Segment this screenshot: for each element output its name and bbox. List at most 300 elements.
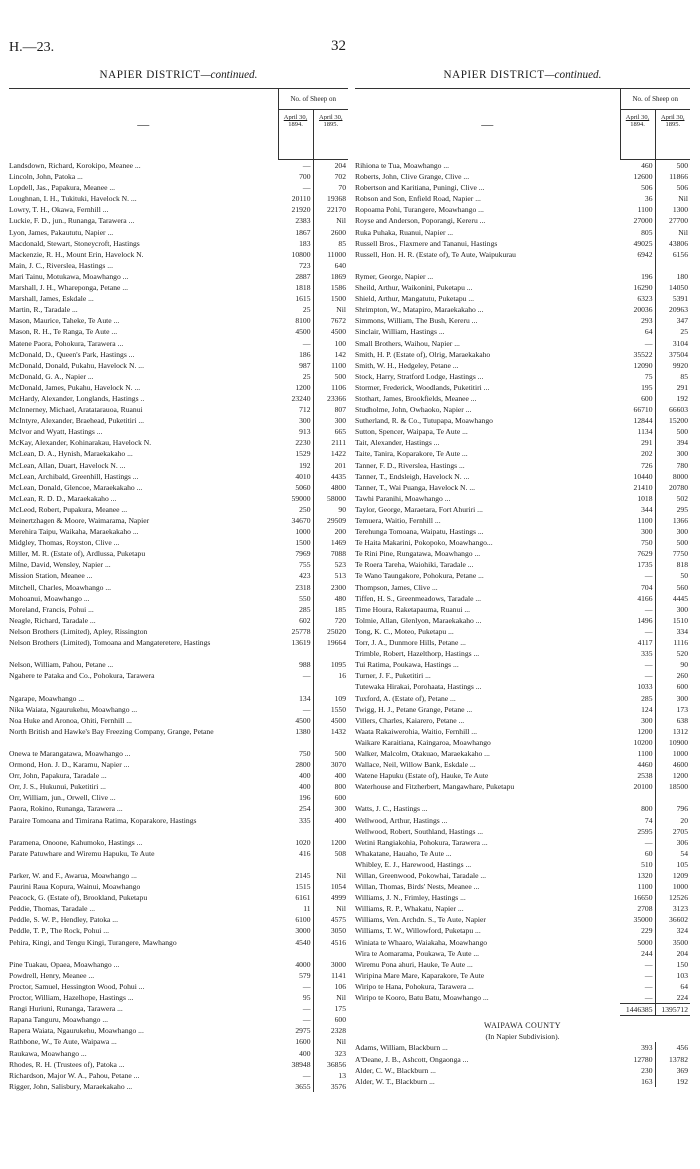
sheep-1894: 6100 [278,914,313,925]
sheep-1894: 2800 [278,759,313,770]
table-row [355,448,690,459]
sheep-1895: 11000 [327,249,346,259]
owner-name: Te Rini Pine, Rungatawa, Moawhango ... [355,549,481,559]
sheep-1894: 1200 [620,726,655,737]
section-title [9,68,348,88]
sheep-1894: 196 [278,792,313,803]
sheep-1895: 291 [676,382,688,392]
table-row [9,815,348,837]
sheep-1894: 4460 [620,759,655,770]
table-row [355,848,690,859]
owner-name: Williams, Ven. Archdn. S., Te Aute, Napier [355,915,486,925]
sheep-1895: 513 [334,571,346,581]
owner-name: Parker, W. and F., Awarua, Moawhango ... [9,871,137,880]
sheep-1894: 49025 [620,238,655,249]
sheep-1895: 204 [676,948,688,958]
table-row [9,615,348,626]
sheep-1894: 602 [278,615,313,626]
owner-name: Russell, Hon. H. R. (Estate of), Te Aute, Waipukurau [355,249,516,259]
owner-name: Tanner, T., Endsleigh, Havelock N. ... [355,471,470,481]
sheep-1894: 416 [278,848,313,870]
table-row [355,937,690,948]
table-row [9,604,348,615]
table-row [9,182,348,193]
total-label-cell [355,1004,620,1016]
owner-name: Paora, Rokino, Runanga, Tarawera ... [9,804,123,814]
sheep-1894: 750 [620,537,655,548]
sheep-1895: 1869 [330,271,346,281]
table-row [355,360,690,371]
owner-name: Neagle, Richard, Taradale ... [9,615,96,625]
owner-name: Merehira Taipu, Waikaha, Maraekakaho ... [9,527,139,537]
owner-name: Tawhi Paranihi, Moawhango ... [355,493,451,503]
sheep-1894: 12844 [620,415,655,426]
owner-name: Mason, R. H., Te Ranga, Te Aute ... [9,327,118,337]
sheep-1895: 66603 [669,405,688,415]
year-1895-line2: 1895. [323,121,339,128]
owner-name: McKay, Alexander, Kohinarakau, Havelock N. [9,438,152,448]
sheep-1895: 36856 [327,1059,346,1069]
sheep-1895: 109 [334,693,346,703]
table-row [9,715,348,726]
sheep-1895: 702 [334,172,346,182]
sheep-1895: 19664 [327,638,346,648]
sheep-1894: 1515 [278,881,313,892]
sheep-1895: 90 [680,660,688,670]
section-title-text: NAPIER DISTRICT [99,69,201,81]
sheep-1894: — [278,160,313,172]
owner-name: Rangi Huriuni, Runanga, Tarawera ... [9,1004,123,1014]
sheep-1894: 2230 [278,437,313,448]
table-row [9,338,348,349]
sheep-1894: 2887 [278,271,313,282]
owner-name: Rapana Tanguru, Moawhango ... [9,1015,109,1025]
sheep-1895: 22170 [327,205,346,215]
table-row [9,803,348,814]
table-row [9,1059,348,1070]
year-1895-header [313,110,348,160]
owner-name: Whibley, E. J., Harewood, Hastings ... [355,859,472,869]
sheep-1894: — [620,338,655,349]
left-column [9,68,348,1092]
table-row [355,293,690,304]
sheep-1894: — [278,338,313,349]
table-row [9,326,348,337]
sheep-1895: 324 [676,926,688,936]
owner-name: Mason, Maurice, Taheke, Te Aute ... [9,316,120,326]
owner-name: Peddle, T. P., The Rock, Pohui ... [9,926,109,936]
sheep-1895: 4500 [330,327,346,337]
sheep-1895: 600 [334,793,346,803]
sheep-1895: 173 [676,704,688,714]
sheep-1894: 134 [278,693,313,704]
sheep-1895: 400 [334,771,346,781]
sheep-1895: 4500 [330,715,346,725]
table-row [9,693,348,704]
sheep-1894: 25 [278,371,313,382]
table-row [9,593,348,604]
sheep-1894: 229 [620,925,655,936]
table-row [9,637,348,659]
table-row [355,981,690,992]
owner-name: Lowry, T. H., Okawa, Fernhill ... [9,205,109,215]
owner-name: Matene Paora, Pohokura, Tarawera ... [9,338,124,348]
table-row [355,204,690,215]
owner-name: Sheild, Arthur, Waikonini, Puketapu ... [355,283,473,293]
sheep-1895: 1141 [331,970,346,980]
sheep-1894: 300 [278,415,313,426]
sheep-1894: 4166 [620,593,655,604]
table-row [9,1048,348,1059]
year-1894-header [620,110,655,160]
owner-name: Williams, T. W., Willowford, Puketapu ... [355,926,481,936]
sheep-1895: 3576 [330,1081,346,1091]
owner-name: Williams, R. P., Whakatu, Napier ... [355,904,464,914]
sheep-1895: 37504 [669,349,688,359]
sheep-1894: 805 [620,227,655,238]
sheep-1894: 35522 [620,349,655,360]
sheep-1894: 4500 [278,715,313,726]
table-row [355,338,690,349]
table-row [9,227,348,238]
owner-name: Peddie, Thomas, Taradale ... [9,904,96,914]
owner-name: Shrimpton, W., Matapiro, Maraekakaho ... [355,305,484,315]
owner-name: McInnerney, Michael, Aratatarauoa, Ruanui [9,405,143,415]
table-row [9,282,348,293]
sheep-1894: 1018 [620,493,655,504]
table-row [355,881,690,892]
sheep-1894: 4540 [278,937,313,959]
owner-name: Midgley, Thomas, Royston, Clive ... [9,538,120,548]
table-row [355,737,690,748]
owner-name: Lyon, James, Pakaututu, Napier ... [9,227,114,237]
sheep-1894: 2145 [278,870,313,881]
sheep-1894: 38948 [278,1059,313,1070]
sheep-1894: 2318 [278,582,313,593]
sheep-1895: 347 [676,316,688,326]
table-row [9,570,348,581]
sheep-1894: — [278,182,313,193]
sheep-1895: 4600 [672,760,688,770]
owner-name: Orr, William, jun., Orwell, Clive ... [9,793,116,803]
table-row [355,349,690,360]
sheep-1895: 720 [334,615,346,625]
sheep-1894: 4010 [278,471,313,482]
sheep-1895: 25 [680,327,688,337]
sheep-1895: 13782 [669,1054,688,1064]
sheep-1894: 400 [278,770,313,781]
sheep-1894: 400 [278,781,313,792]
sheep-1895: 400 [334,815,346,825]
table-row [355,748,690,759]
table-row [9,215,348,226]
owner-name: Lincoln, John, Patoka ... [9,172,83,182]
sheep-1894: — [278,981,313,992]
owner-name: Waterhouse and Fitzherbert, Mangawhare, Puketapu [355,782,515,792]
sheep-1895: 2300 [330,582,346,592]
owner-name: McLean, D. A., Hynish, Maraekakaho ... [9,449,133,459]
sheep-1894: 1100 [620,204,655,215]
table-row [355,803,690,814]
table-row [9,504,348,515]
sheep-1895: 2328 [330,1026,346,1036]
owner-name: Nelson Brothers (Limited), Apley, Rissington [9,626,148,636]
year-1894-line1: April 30, [625,114,650,121]
sheep-1895: 2705 [672,826,688,836]
sheep-1894: 195 [620,382,655,393]
sheep-1895: 818 [676,560,688,570]
table-body [355,160,690,1004]
table-row [355,215,690,226]
sheep-1895: 224 [676,993,688,1003]
sheep-1895: Nil [336,216,346,226]
table-row [9,537,348,548]
owner-name: Taylor, George, Maraetara, Fort Ahuriri ... [355,504,483,514]
sheep-1894: 400 [278,1048,313,1059]
sheep-1895: 204 [334,161,346,170]
owner-name: Willan, Thomas, Birds' Nests, Meanee ... [355,882,480,892]
sheep-1894: 202 [620,448,655,459]
sheep-1894: 1600 [278,1036,313,1047]
owner-name: Nelson Brothers (Limited), Tomoana and Mangateretere, Hastings [9,638,211,648]
owner-name: Paurini Raua Kopura, Wainui, Moawhango [9,882,141,892]
owner-name: Alder, W. T., Blackburn ... [355,1076,435,1086]
sheep-1895: 638 [676,715,688,725]
table-row [9,548,348,559]
sheep-1894: 726 [620,460,655,471]
sheep-1894: 506 [620,182,655,193]
sheep-1894: 10200 [620,737,655,748]
sheep-1895: Nil [336,993,346,1003]
table-row [355,382,690,393]
sheep-1894: 64 [620,326,655,337]
section-title-suffix: —continued. [544,69,602,81]
table-row [355,482,690,493]
table-row [9,1003,348,1014]
sheep-1895: 665 [334,427,346,437]
table-row [9,1025,348,1036]
table-row [355,227,690,238]
owner-name: Wiripo te Kooro, Batu Batu, Moawhango ... [355,993,489,1003]
owner-name: Te Haita Makarini, Pokopoko, Moawhango... [355,538,493,548]
sheep-1894: 3655 [278,1081,313,1092]
table-row [9,970,348,981]
sheep-1894: 25778 [278,626,313,637]
sheep-1895: 29509 [327,516,346,525]
sheep-1895: 1106 [331,382,346,392]
owner-name: Tui Ratima, Poukawa, Hastings ... [355,660,459,670]
sheep-1895: 323 [334,1048,346,1058]
sheep-1895: 25020 [327,626,346,636]
owner-name: Time Houra, Raketapauma, Ruanui ... [355,604,471,614]
owner-name: Mission Station, Meanee ... [9,571,93,581]
sheep-1895: 1100 [331,360,346,370]
sheep-1894: 712 [278,404,313,415]
table-row [9,304,348,315]
table-row [355,648,690,659]
sheep-1895: 560 [676,582,688,592]
sheep-1894: — [620,570,655,581]
sheep-1895: 1550 [330,704,346,714]
sheep-1895: 260 [676,671,688,681]
owner-name: McLean, Archibald, Greenhill, Hastings ... [9,471,139,481]
sheep-1895: 54 [680,848,688,858]
table-row [9,426,348,437]
table-row [355,903,690,914]
sheep-1895: 11866 [669,172,688,182]
sheep-1894: 1380 [278,726,313,748]
owner-name: Tuxford, A. (Estate of), Petane ... [355,693,456,703]
table-row [355,959,690,970]
table-row [355,892,690,903]
table-row [355,681,690,692]
sheep-1894: 755 [278,559,313,570]
sheep-1895: 508 [334,848,346,858]
owner-name: Stock, Harry, Stratford Lodge, Hastings ... [355,371,484,381]
table-row [9,526,348,537]
owner-name: Luckie, F. D., jun., Runanga, Tarawera ... [9,216,135,226]
table-row [355,1076,690,1087]
sheep-1894: 1500 [278,537,313,548]
sheep-1894: — [620,659,655,670]
table-row [355,493,690,504]
owner-name: Shield, Arthur, Mangatutu, Puketapu ... [355,294,475,304]
table-row [355,693,690,704]
sheep-1895: 23366 [327,393,346,403]
sheep-1894: 244 [620,948,655,959]
sheep-1895: 20963 [669,305,688,315]
sheep-1894: — [620,970,655,981]
sheep-1895: 1312 [672,726,688,736]
sheep-1895: 64 [680,981,688,991]
sheep-1894: 7969 [278,548,313,559]
table-row [9,1070,348,1081]
sheep-1895: 506 [676,183,688,193]
owner-name: Smith, H. P. (Estate of), Olrig, Maraekakaho [355,349,491,359]
year-1895-line1: April 30, [661,114,685,121]
table-row [355,570,690,581]
table-row [355,193,690,204]
sheep-1894: — [278,1003,313,1014]
owner-name: Watene Hapuku (Estate of), Hauke, Te Aute [355,771,489,781]
sheep-1894: 25 [278,304,313,315]
sheep-1895: 796 [676,804,688,814]
sheep-1894: — [620,604,655,615]
owner-name: Ruka Puhaka, Ruanui, Napier ... [355,227,454,237]
table-row [9,748,348,759]
sheep-1895: 85 [680,371,688,381]
year-1894-header [278,110,313,160]
sheep-1895: 3000 [330,959,346,969]
sheep-1894: 250 [278,504,313,515]
table-row [355,515,690,526]
sheep-1895: 7750 [672,549,688,559]
owner-name: Raukawa, Moawhango ... [9,1048,87,1058]
owner-name: Sinclair, William, Hastings ... [355,327,445,337]
sheep-1894: 1200 [278,382,313,393]
sheep-1894: 913 [278,426,313,437]
sheep-1894: 74 [620,815,655,826]
sheep-1894: 750 [278,748,313,759]
sheep-1894: 2538 [620,770,655,781]
owner-name: Marshall, J. H., Whareponga, Petane ... [9,283,129,293]
sheep-1894: 5060 [278,482,313,493]
owner-name: Mitchell, Charles, Moawhango ... [9,582,112,592]
sheep-1895: 394 [676,438,688,448]
sheep-1894: 285 [278,604,313,615]
sheep-1894: — [620,837,655,848]
sheep-1894: 1496 [620,615,655,626]
sheep-1894: 8100 [278,315,313,326]
sheep-1895: 1500 [330,294,346,304]
sheep-1894: 2975 [278,1025,313,1036]
table-row [355,282,690,293]
owner-name: Waikare Karaitiana, Kaingaroa, Moawhango [355,737,491,747]
owner-name: Wiremu Pona ahuri, Hauke, Te Aute ... [355,959,473,969]
sheep-1894: 1615 [278,293,313,304]
table-row [9,870,348,881]
sheep-1895: Nil [678,194,688,204]
table-row [355,182,690,193]
owner-name: Peddle, S. W. P., Hendley, Patoka ... [9,915,118,925]
sheep-1895: Nil [336,1037,346,1047]
sheep-1894: 59000 [278,493,313,504]
table-row [355,437,690,448]
owner-name: Roberts, John, Clive Grange, Clive ... [355,172,470,182]
owner-name: Taite, Tanira, Koparakore, Te Aute ... [355,449,468,459]
sheep-1895: 500 [676,161,688,170]
sheep-1895: 300 [676,693,688,703]
sheep-1895: 8000 [672,471,688,481]
table-row [355,870,690,881]
sheep-1895: 3104 [672,338,688,348]
table-row [355,238,690,249]
owner-name: Tong, K. C., Moteo, Puketapu ... [355,626,454,636]
sheep-1895: 13 [338,1070,346,1080]
owner-name: Nelson, William, Pahou, Petane ... [9,660,114,670]
owner-name: McIntyre, Alexander, Braehead, Puketitiri ... [9,416,145,426]
owner-name: Adams, William, Blackburn ... [355,1043,448,1053]
sheep-1895: 106 [334,981,346,991]
sheep-1895: 300 [676,604,688,614]
table-row [355,526,690,537]
year-1894-line2: 1894. [288,121,303,128]
table-row [9,404,348,415]
table-row [9,171,348,182]
sheep-1894: 1100 [620,515,655,526]
sheep-1894: 230 [620,1065,655,1076]
owner-name: Moreland, Francis, Pohui ... [9,604,94,614]
sheep-1894: — [620,959,655,970]
sheep-1894: 21920 [278,204,313,215]
owner-name: Torr, J. A., Dunmore Hills, Petane ... [355,638,466,648]
sheep-1894: 20036 [620,304,655,315]
sheep-1894: 988 [278,659,313,670]
owner-name: Martin, R., Taradale ... [9,305,78,315]
owner-name: Proctor, William, Hazelhope, Hastings ... [9,993,134,1003]
owner-name: Mohoanui, Moawhango ... [9,593,90,603]
sheep-1894: 16290 [620,282,655,293]
owner-name: McDonald, Donald, Pukahu, Havelock N. ... [9,360,144,370]
year-1894-line1: April 30, [283,114,308,121]
table-row [9,448,348,459]
table-row [355,604,690,615]
section-title-text: NAPIER DISTRICT [443,69,545,81]
sheep-1894: — [278,1014,313,1025]
table-row [355,670,690,681]
owner-name: Mackenzie, R. H., Mount Erin, Havelock N. [9,249,144,259]
sheep-1895: 1366 [672,516,688,525]
